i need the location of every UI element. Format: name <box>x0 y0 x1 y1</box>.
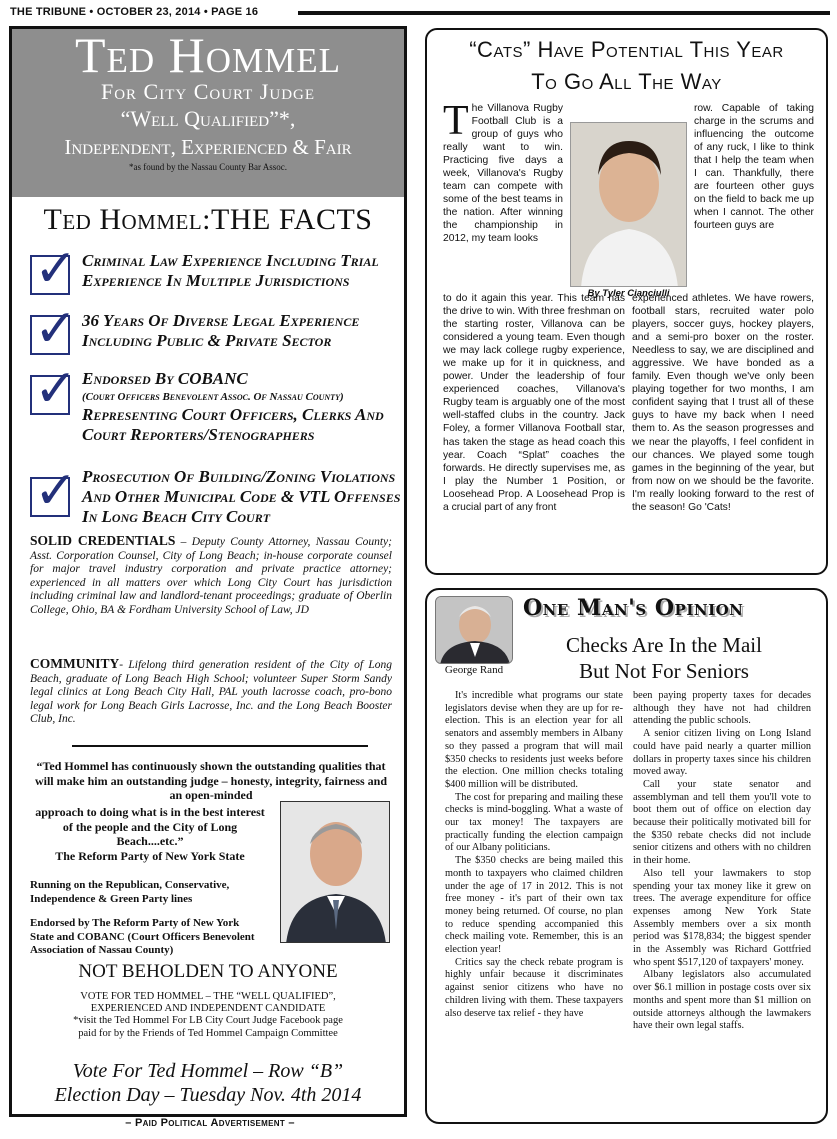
community-heading: COMMUNITY <box>30 656 120 671</box>
column-text: row. Capable of taking charge in the scrums and influencing the outcome of any ruck, I like to think that I help the team when I can. Thankfully, there are fourteen other guys on the field to back me up when I cannot. The other fourteen guys are <box>694 103 814 232</box>
quote-continued <box>30 805 270 863</box>
candidate-photo <box>280 801 390 943</box>
credentials-body: – Deputy County Attorney, Nassau County; Asst. Corporation Counsel, City of Long Beach; in-house corporate counsel for major travel industry corporation and private practice attorney; experienced in all matters over which Long City Court has jurisdiction including criminal law and landlord-tenant proceedings; graduate of Oberlin College, Ohio, BA & Fordham University School of Law, JD <box>30 536 392 616</box>
column-banner <box>523 595 801 625</box>
masthead <box>10 6 830 24</box>
opinion-headline <box>519 632 809 684</box>
election-day: Election Day – Tuesday Nov. 4th 2014 <box>54 1084 362 1106</box>
columnist-photo <box>435 596 513 664</box>
checkmark-icon: ✓ <box>34 239 78 299</box>
checkmark-icon: ✓ <box>34 299 78 359</box>
paragraph: Also tell your lawmakers to stop spending your tax money like it grew on trees. The average expenditure for office expenses among New York State Assembly members over a six month period was $178,834; the biggest spender in the Assembly was Richard Gottfried who spent $517,120 of taxpayers' money. <box>633 867 811 968</box>
ad-header <box>12 29 404 197</box>
fact-item <box>30 359 402 453</box>
fact-item <box>30 239 402 299</box>
endorsement-quote <box>30 759 392 803</box>
vote-row: Vote For Ted Hommel – Row “B” <box>72 1060 344 1082</box>
candidate-name: Ted Hommel <box>74 27 342 83</box>
vote-line: paid for by the Friends of Ted Hommel Campaign Committee <box>78 1027 338 1039</box>
column-text: he Villanova Rugby Football Club is a group of guys who really want to win. Practicing five days a week, Villanova's Rugby team can compete with some of the best teams in the nation. After winning the championship in 2012, my team looks <box>443 103 563 245</box>
fact-item <box>30 299 402 359</box>
community-body: - Lifelong third generation resident of the City of Long Beach, graduate of Long Beach High School; volunteer Super Storm Sandy legal clinics at Long Beach City Hall, PAL youth lacrosse coach, pro-bono legal work for Long Beach Girls Lacrosse, Inc. and the Long Beach Booster Club, Inc. <box>30 659 392 726</box>
paragraph: been paying property taxes for decades although they have not had children attending the public schools. <box>633 690 811 727</box>
facts-title: Ted Hommel:THE FACTS <box>43 203 373 236</box>
opinion-column-text <box>633 690 811 1033</box>
vote-small-print <box>12 991 404 1040</box>
paragraph: Critics say the check rebate program is highly unfair because it discriminates against senior citizens who have no children living with them. These taxpayers also deserve tax relief - they have <box>445 956 623 1019</box>
opinion-column <box>425 588 828 1124</box>
article-column <box>632 292 814 514</box>
headline-line: But Not For Seniors <box>579 659 749 683</box>
vote-line: EXPERIENCED AND INDEPENDENT CANDIDATE <box>90 1003 326 1015</box>
paragraph: A senior citizen living on Long Island could have paid nearly a quarter million dollars in property taxes since his children moved away. <box>633 728 811 778</box>
columnist-name: George Rand <box>444 664 504 676</box>
ad-qualified: “Well Qualified”*, <box>120 106 296 131</box>
paragraph: The cost for preparing and mailing these checks is mind-boggling. What a waste of our tax money! The taxpayers are practically funding the election campaign of our Albany politicians. <box>445 791 623 854</box>
column-text: to do it again this year. This team has the drive to win. With three freshman on the starting roster, Villanova can be considered a young team. Even though we may lack college rugby experience, we make up for it in quickness, and power. Under the leadership of four experienced coaches, Villanova's Rugby team is arguably one of the most well-staffed clubs in the country. Jack Foley, a former Villanova Football star, has taken the stage as head coach this year. Coach “Splat” coaches the forwards. He directly supervises me, as I play the Number 1 Position, or Loosehead Prop. A Loosehead Prop is a crucial part of any front <box>443 293 626 513</box>
column-text: experienced athletes. We have rowers, football stars, recruited water polo players, soccer guys, hockey players, and a semi-pro boxer on the roster. Needless to say, we are disciplined and aggressive. We have bonded as a family. Even though we've only been playing together for two months, I am confident saying that I trust all of these guys to have my back when I need them to. As the season progresses and we near the playoffs, I feel confident in our chances. We played some tough games in the beginning of the year, but from now on we should be the favorite. I'm really looking forward to the rest of the season! Go 'Cats! <box>632 293 814 513</box>
quote-text-rest: approach to doing what is in the best interest of the people and the City of Long Beach....etc.” <box>35 805 265 848</box>
paragraph: The $350 checks are being mailed this month to taxpayers who claimed children under the age of 17 in 2012. This is not free money - it's part of their own tax money being returned. Of course, no plan to reduce spending accompanied this check mailing vote. Remember, this is an election year! <box>445 855 623 956</box>
vote-callout <box>12 1059 404 1107</box>
byline: By Tyler Cianciulli <box>587 288 670 299</box>
headline-line: Checks Are In the Mail <box>566 633 762 657</box>
quote-text: “Ted Hommel has continuously shown the outstanding qualities that will make him an outstanding judge – honesty, integrity, fairness and an open-minded <box>34 759 388 802</box>
drop-cap: T <box>443 98 469 144</box>
fact-text <box>82 369 402 445</box>
political-ad <box>9 26 407 1117</box>
fact-text: Criminal Law Experience Including Trial Experience In Multiple Jurisdictions <box>82 251 379 290</box>
article-title <box>427 34 826 98</box>
credentials-paragraph <box>30 534 392 618</box>
ad-footnote: *as found by the Nassau County Bar Assoc. <box>129 162 287 172</box>
endorsed-by: Endorsed by The Reform Party of New York State and COBANC (Court Officers Benevolent Association of Nassau County) <box>30 917 255 956</box>
rugby-article <box>425 28 828 575</box>
article-column <box>443 98 563 246</box>
masthead-rule <box>298 11 830 15</box>
column-text-top <box>632 102 814 232</box>
ad-office: For City Court Judge <box>100 79 316 104</box>
fact-heading: Endorsed By COBANC <box>82 369 248 388</box>
article-column <box>443 292 625 514</box>
banner-text: One Man's Opinion <box>523 595 744 621</box>
quote-source: The Reform Party of New York State <box>55 848 245 863</box>
title-line: To Go All The Way <box>531 69 722 94</box>
fact-subtext: (Court Officers Benevolent Assoc. Of Nassau County) <box>82 391 344 403</box>
paragraph: Albany legislators also accumulated over $6.1 million in postage costs over six months and spent more than $1 million on outside attorneys although the lawmakers have their own legal staffs. <box>633 969 811 1032</box>
fact-text: 36 Years Of Diverse Legal Experience Including Public & Private Sector <box>82 311 360 350</box>
fact-text: Prosecution Of Building/Zoning Violations And Other Municipal Code & VTL Offenses In Long Beach City Court <box>82 467 401 526</box>
checkmark-icon: ✓ <box>34 359 78 419</box>
community-paragraph <box>30 657 392 727</box>
vote-line: VOTE FOR TED HOMMEL – THE “WELL QUALIFIED”, <box>80 991 336 1002</box>
fact-item <box>30 461 402 531</box>
ad-tagline: Independent, Experienced & Fair <box>64 135 352 159</box>
masthead-label: THE TRIBUNE • OCTOBER 23, 2014 • PAGE 16 <box>10 6 259 18</box>
title-line: “Cats” Have Potential This Year <box>469 37 784 62</box>
opinion-column-text <box>445 690 623 1020</box>
paragraph: Call your state senator and assemblyman and tell them you'll vote to boot them out of office on election day because their politically motivated bill for the $350 rebate checks did not include senior citizens and others with no children in their home. <box>633 778 811 867</box>
checkmark-icon: ✓ <box>34 461 78 521</box>
running-lines: Running on the Republican, Conservative, Independence & Green Party lines <box>30 879 230 905</box>
vote-line: *visit the Ted Hommel For LB City Court Judge Facebook page <box>73 1015 343 1027</box>
paid-ad-footer: – Paid Political Advertisement – <box>125 1117 295 1129</box>
article-column <box>632 102 814 232</box>
fact-detail: Representing Court Officers, Clerks And Court Reporters/Stenographers <box>82 405 384 444</box>
credentials-heading: SOLID CREDENTIALS <box>30 533 176 548</box>
paragraph: It's incredible what programs our state legislators devise when they are up for re-election. This is an election year for all senators and assembly members in Albany so they passed a program that will mail $350 checks to residents just weeks before the election. One million checks totaling $400 million will be distributed. <box>445 690 623 790</box>
beholden-heading: NOT BEHOLDEN TO ANYONE <box>78 961 338 982</box>
divider <box>72 745 368 747</box>
